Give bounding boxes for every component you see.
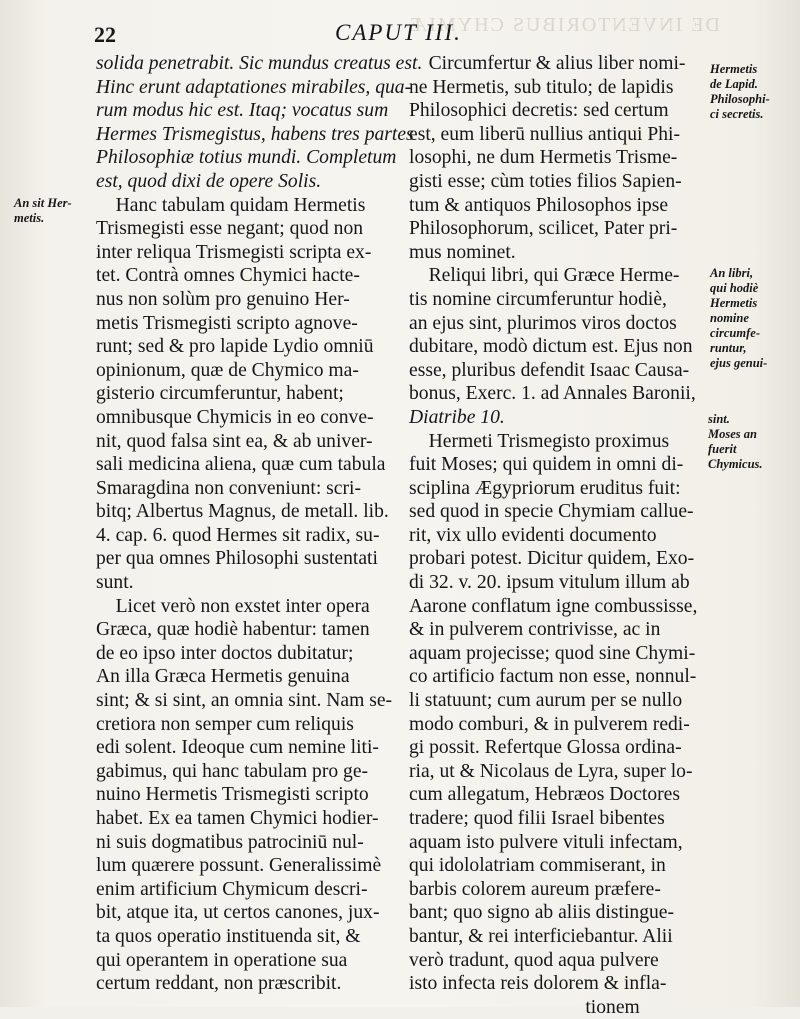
text-line: Diatribe 10. [409,406,505,428]
text-line: tet. Contrà omnes Chymici hacte- [96,265,360,287]
text-line: tradere; quod filii Israel bibentes [409,808,665,829]
text-line: sint; & si sint, an omnia sint. Nam se- [96,690,393,712]
text-line: li statuunt; cum aurum per se nullo [409,690,683,712]
text-line: gi possit. Refertque Glossa ordina- [409,737,682,759]
marginal-note-line: ci secretis. [710,107,764,121]
marginal-note-line: An sit Her- [14,196,72,210]
text-line: gisti esse; cùm toties filios Sapien- [409,170,682,192]
text-line: lum quærere possunt. Generalissimè [96,855,382,877]
marginal-note-line: Chymicus. [708,457,763,471]
text-line: habet. Ex ea tamen Chymici hodier- [96,808,379,829]
text-line: an ejus sint, plurimos viros doctos [409,312,677,334]
text-line: bitq; Albertus Magnus, de metall. lib. [96,501,389,523]
text-line: Hermeti Trismegisto proximus [409,430,670,452]
text-line: losophi, ne dum Hermetis Trisme- [409,147,678,169]
text-line: esse, pluribus defendit Isaac Causa- [409,359,690,381]
text-line: bant; quo signo ab aliis distingue- [409,902,675,924]
text-line: Licet verò non exstet inter opera [96,595,370,617]
text-line: qui operantem in operatione sua [96,949,348,971]
marginal-note-line: runtur, [710,341,747,355]
text-line: Philosophici decretis: sed certum [409,100,669,122]
text-line: solida penetrabit. Sic mundus creatus est. [96,53,423,74]
marginal-note-line: sint. [708,412,730,426]
page-number: 22 [94,22,116,47]
text-line: runt; sed & pro lapide Lydio omniū [96,336,374,358]
text-line: opinionum, quæ de Chymico ma- [96,359,359,381]
text-line: An illa Græca Hermetis genuina [96,666,350,688]
text-line: barbis colorem aureum præfere- [409,878,661,900]
text-line: ria, ut & Nicolaus de Lyra, super lo- [409,760,693,782]
text-line: ne Hermetis, sub titulo; de lapidis [409,76,674,98]
marginal-note-left [14,196,72,226]
text-line: tum & antiquos Philosophos ipse [409,194,669,216]
text-line: verò tradunt, quod aqua pulvere [409,949,659,971]
text-column-left [96,52,423,996]
text-line: certum reddant, non præscribit. [96,973,342,995]
text-line: cum allegatum, Hebræos Doctores [409,784,680,806]
text-line: metis Trismegisti scripto agnove- [96,312,358,334]
text-line: & in pulverem contrivisse, ac in [409,619,661,641]
text-line: Hanc tabulam quidam Hermetis [96,194,366,216]
text-column-right [409,52,705,1019]
text-line: aquam projecisse; quod sine Chymi- [409,642,696,664]
text-line: inter reliqua Trismegisti scripta ex- [96,241,372,263]
running-head: CAPUT III. [335,20,462,45]
text-line: dubitare, modò dictum est. Ejus non [409,336,693,358]
text-line: 4. cap. 6. quod Hermes sit radix, su- [96,524,380,546]
marginal-note-line: qui hodiè [710,281,759,295]
text-line: Aarone conflatum igne combussisse, [409,595,698,617]
text-line: Philosophiæ totius mundi. Completum [96,147,397,169]
marginal-note-right-3 [708,412,763,472]
marginal-note-right-1 [710,62,770,122]
text-line: nus non solùm pro genuino Her- [96,288,350,310]
marginal-note-line: metis. [14,211,45,225]
text-line: aquam isto pulvere vituli infectam, [409,831,683,853]
text-line: Circumfertur & alius liber nomi- [409,53,686,74]
text-line: co artificio factum non esse, nonnul- [409,666,697,688]
text-line: est, quod dixi de opere Solis. [96,170,322,192]
bleed-through-text: DE INVENTORIBUS CHYMIÆ [407,14,720,36]
text-line: enim artificium Chymicum descri- [96,878,368,900]
text-line: gabimus, qui hanc tabulam pro ge- [96,760,369,782]
marginal-note-line: Philosophi- [710,92,770,106]
text-line: gisterio circumferuntur, habent; [96,383,344,405]
text-line: cretiora non semper cum reliquis [96,713,354,735]
text-line: ni suis dogmatibus patrociniū nul- [96,831,364,853]
text-line: Reliqui libri, qui Græce Herme- [409,265,680,287]
text-line: Græca, quæ hodiè habentur: tamen [96,619,370,641]
text-line: Trismegisti esse negant; quod non [96,218,364,240]
text-line: bantur, & rei interficiebantur. Alii [409,925,673,947]
marginal-note-line: de Lapid. [710,77,758,91]
text-line: sed quod in specie Chymiam calluе- [409,501,694,523]
text-line: tionem [409,996,640,1018]
text-line: nit, quod falsa sint ea, & ab univer- [96,430,373,452]
marginal-note-line: Hermetis [710,62,758,76]
text-line: sunt. [96,572,134,594]
text-line: per qua omnes Philosophi sustentati [96,548,378,570]
marginal-note-line: Moses an [708,427,757,441]
text-line: fuit Moses; qui quidem in omni di- [409,454,684,476]
text-line: Hinc erunt adaptationes mirabiles, qua- [96,76,412,98]
marginal-note-line: An libri, [710,266,754,280]
text-line: sali medicina aliena, quæ cum tabula [96,454,386,476]
marginal-note-right-2 [710,266,767,371]
text-line: ta quos operatio instituenda sit, & [96,925,361,947]
text-line: mus nominet. [409,241,516,263]
text-line: isto infecta reis dolorem & infla- [409,973,667,995]
text-line: qui idololatriam commiserant, in [409,855,666,877]
marginal-note-line: nomine [710,311,749,325]
text-line: Philosophorum, scilicet, Pater pri- [409,218,678,240]
text-line: modo comburi, & in pulverem redi- [409,713,690,735]
marginal-note-line: circumfe- [710,326,760,340]
text-line: bonus, Exerc. 1. ad Annales Baronii, [409,383,696,405]
text-line: bit, atque ita, ut certos canones, jux- [96,902,380,924]
text-line: rum modus hic est. Itaq; vocatus sum [96,100,389,122]
text-line: probari potest. Dicitur quidem, Exo- [409,548,695,570]
text-line: rit, vix ullo evidenti documento [409,524,657,546]
text-line: sciplina Ægypriorum eruditus fuit: [409,477,681,499]
text-line: Smaragdina non conveniunt: scri- [96,477,361,499]
text-line: omnibusque Chymicis in eo conve- [96,406,374,428]
text-line: est, eum liberū nullius antiqui Phi- [409,123,681,145]
text-line: de eo ipso inter doctos dubitatur; [96,642,354,664]
text-line: di 32. v. 20. ipsum vitulum illum ab [409,572,690,594]
text-line: tis nomine circumferuntur hodiè, [409,288,667,310]
marginal-note-line: ejus genui- [710,356,768,370]
marginal-note-line: fuerit [708,442,737,456]
text-line: Hermes Trismegistus, habens tres partes [96,123,414,145]
text-line: edi solent. Ideoque cum nemine liti- [96,737,379,759]
text-line: nuino Hermetis Trismegisti scripto [96,784,369,806]
marginal-note-line: Hermetis [710,296,758,310]
